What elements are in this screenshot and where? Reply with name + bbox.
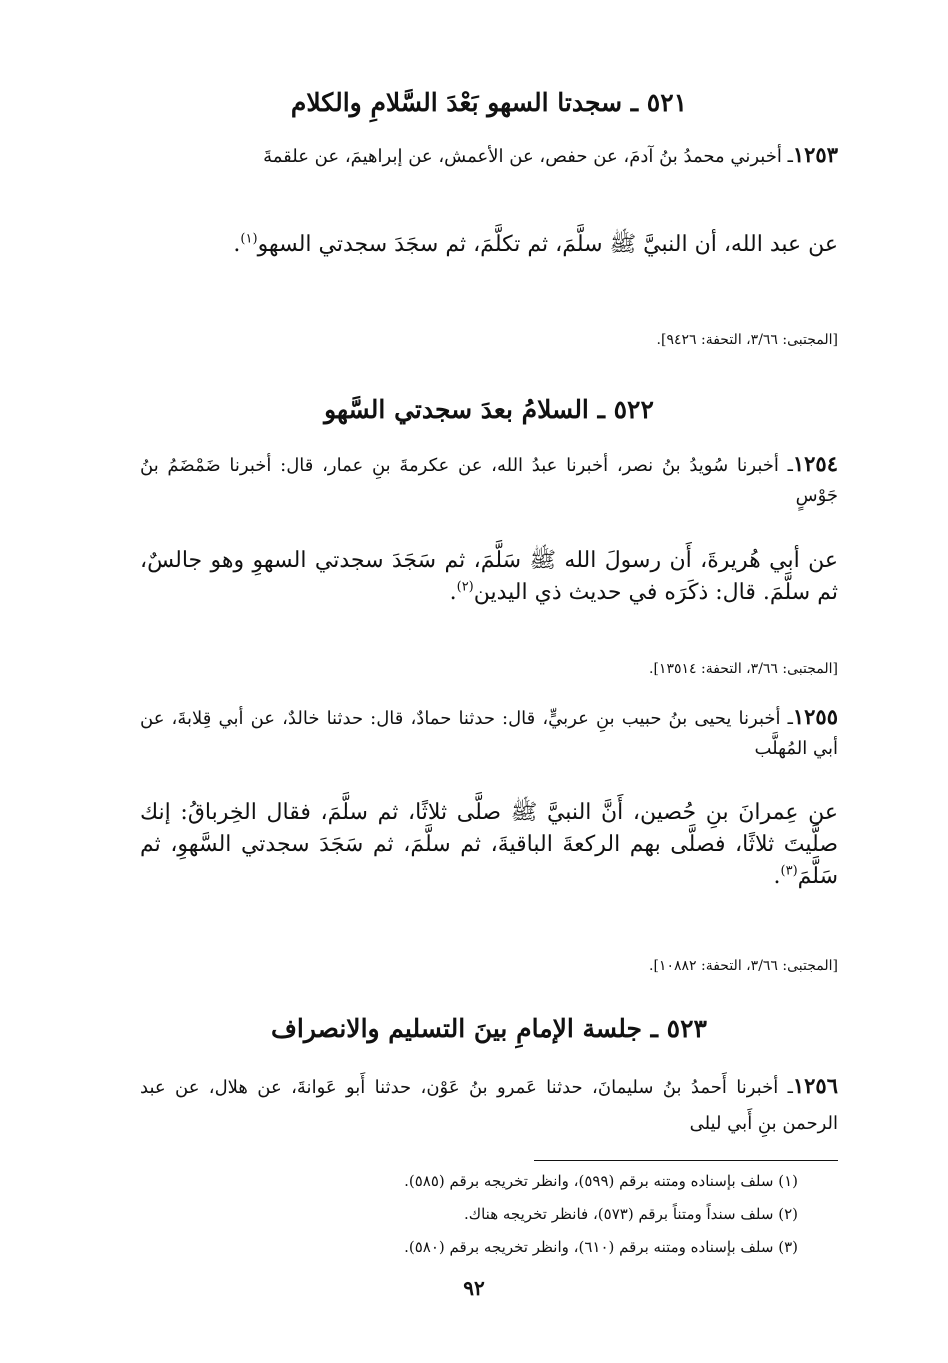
matn-end: . <box>773 864 781 889</box>
hadith-matn <box>140 545 838 609</box>
footnote: (١) سلف بإسناده ومتنه برقم (٥٩٩)، وانظر تخريجه برقم (٥٨٥). <box>404 1172 798 1190</box>
hadith-reference: [المجتبى: ٣/٦٦، التحفة: ١٣٥١٤]. <box>649 661 838 677</box>
footnote-marker: (٢) <box>456 579 474 595</box>
hadith-number: ١٢٥٥ <box>792 704 838 729</box>
hadith-matn <box>140 797 838 893</box>
hadith-isnad <box>140 449 838 511</box>
footnote-separator <box>534 1160 838 1161</box>
hadith-isnad <box>140 702 838 764</box>
hadith-reference: [المجتبى: ٣/٦٦، التحفة: ٩٤٢٦]. <box>656 332 838 348</box>
matn-text: عن عبد الله، أن النبيَّ ﷺ سلَّمَ، ثم تكلَّمَ، ثم سجَدَ سجدتي السهو <box>257 232 838 257</box>
hadith-number: ١٢٥٤ <box>792 451 838 476</box>
footnote: (٣) سلف بإسناده ومتنه برقم (٦١٠)، وانظر تخريجه برقم (٥٨٠). <box>404 1238 798 1256</box>
hadith-number: ١٢٥٦ <box>792 1073 838 1098</box>
footnote-marker: (١) <box>240 231 258 247</box>
matn-text: عن أبي هُريرةَ، أَن رسولَ الله ﷺ سَلَّمَ، ثم سَجَدَ سجدتي السهوِ وهو جالسٌ، ثم سلَّمَ. قال: ذكَرَه في حديث ذي اليدين <box>140 548 838 605</box>
page-number: ٩٢ <box>463 1276 485 1300</box>
hadith-matn <box>140 230 838 260</box>
isnad-text: ـ أخبرنا أَحمدُ بنُ سليمانَ، حدثنا عَمرو بنُ عَوْن، حدثنا أَبو عَوانةَ، عن هلال، عن عبد الرحمن بنِ أَبي ليلى <box>140 1077 838 1134</box>
matn-text: عن عِمرانَ بنِ حُصين، أَنَّ النبيَّ ﷺ صلَّى ثلاثًا، ثم سلَّمَ، فقال الخِرباقُ: إنك صلَّيتَ ثلاثًا، فصلَّى بهم الركعةَ الباقيةَ، ثم سلَّمَ، ثم سَجَدَ سجدتي السَّهوِ، ثم سَلَّمَ <box>140 800 838 889</box>
isnad-text: ـ أخبرنا سُويدُ بنُ نصر، أخبرنا عبدُ الله، عن عكرمةَ بنِ عمار، قال: أخبرنا ضَمْضَمُ بنُ جَوْسٍ <box>140 455 838 506</box>
matn-end: . <box>233 232 241 257</box>
hadith-reference: [المجتبى: ٣/٦٦، التحفة: ١٠٨٨٢]. <box>649 958 838 974</box>
isnad-text: ـ أخبرني محمدُ بنُ آدمَ، عن حفص، عن الأعمش، عن إبراهيمَ، عن علقمةَ <box>263 146 793 167</box>
hadith-isnad <box>140 140 838 172</box>
hadith-number: ١٢٥٣ <box>792 142 838 167</box>
matn-end: . <box>449 580 457 605</box>
section-heading: ٥٢٣ ـ جلسة الإمامِ بينَ التسليم والانصراف <box>271 1014 707 1043</box>
footnote: (٢) سلف سنداً ومتناً برقم (٥٧٣)، فانظر تخريجه هناك. <box>463 1205 798 1223</box>
hadith-isnad <box>140 1068 838 1142</box>
isnad-text: ـ أخبرنا يحيى بنُ حبيب بنِ عربيٍّ، قال: حدثنا حمادٌ، قال: حدثنا خالدٌ، عن أبي قِلابةَ، عن أبي المُهلَّب <box>140 708 838 759</box>
footnote-marker: (٣) <box>780 863 798 879</box>
section-heading: ٥٢٢ ـ السلامُ بعدَ سجدتي السَّهو <box>324 395 654 424</box>
section-heading: ٥٢١ ـ سجدتا السهو بَعْدَ السَّلامِ والكلام <box>290 88 688 117</box>
